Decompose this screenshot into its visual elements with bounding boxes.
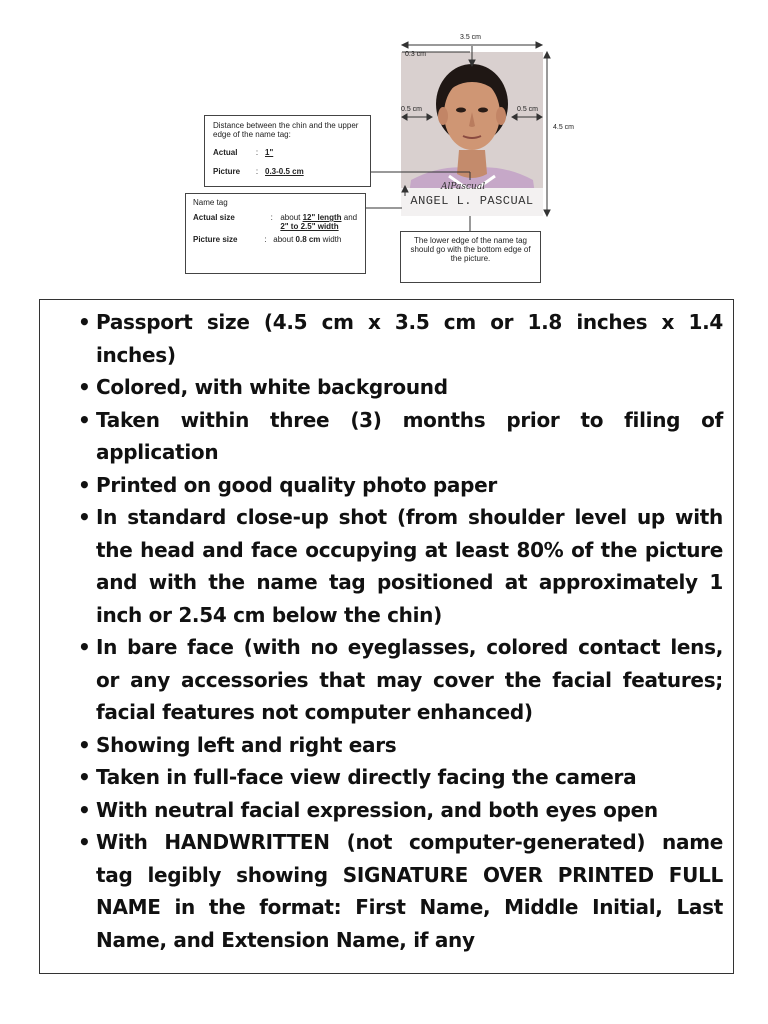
- name-tag-header: Name tag: [193, 198, 228, 207]
- dimension-width-label: 3.5 cm: [460, 34, 482, 41]
- requirement-item: • With HANDWRITTEN (not computer-generated) name tag legibly showing SIGNATURE OVER PRINTED FULL NAME in the format: First Name, Middle Initial, Last Name, and Extension Name, if any: [78, 826, 723, 956]
- lower-edge-note-box: [400, 231, 541, 283]
- printed-name: ANGEL L. PASCUAL: [410, 194, 534, 208]
- chin-actual-value: 1": [265, 148, 274, 157]
- lower-edge-note-text: The lower edge of the name tag should go with the bottom edge of the picture.: [410, 236, 531, 263]
- handwritten-signature: AlPascual: [441, 182, 486, 192]
- requirement-item: • Taken within three (3) months prior to filing of application: [78, 404, 723, 469]
- requirements-list: [78, 306, 723, 956]
- requirement-item: • Colored, with white background: [78, 371, 723, 404]
- dimension-top-margin-label: 0.3 cm: [405, 51, 427, 58]
- name-tag-box: Name tag Actual size : about 12" length and 2" to 2.5" width Picture size : about 0.8 cm width: [185, 193, 366, 274]
- dimension-left-margin-label: 0.5 cm: [401, 106, 423, 113]
- chin-distance-description: Distance between the chin and the upper edge of the name tag:: [213, 121, 359, 139]
- requirement-item: • Passport size (4.5 cm x 3.5 cm or 1.8 inches x 1.4 inches): [78, 306, 723, 371]
- requirement-item: • In standard close-up shot (from shoulder level up with the head and face occupying at least 80% of the picture and with the name tag positioned at approximately 1 inch or 2.54 cm below the chin): [78, 501, 723, 631]
- requirements-box: [39, 299, 734, 974]
- requirement-item: • Taken in full-face view directly facing the camera: [78, 761, 723, 794]
- requirement-item: • With neutral facial expression, and both eyes open: [78, 794, 723, 827]
- requirement-item: • Printed on good quality photo paper: [78, 469, 723, 502]
- dimension-height-label: 4.5 cm: [553, 124, 575, 131]
- name-tag-picture-size-value: about 0.8 cm width: [273, 235, 342, 244]
- chin-actual-label: Actual: [213, 148, 238, 157]
- requirement-item: • In bare face (with no eyeglasses, colored contact lens, or any accessories that may cover the facial features; facial features not computer enhanced): [78, 631, 723, 729]
- chin-distance-box: Distance between the chin and the upper edge of the name tag: Actual : 1" Picture : 0.3-0.5 cm: [204, 115, 371, 187]
- chin-picture-value: 0.3-0.5 cm: [265, 167, 304, 176]
- requirement-item: • Showing left and right ears: [78, 729, 723, 762]
- name-tag-actual-size-value: about 12" length and 2" to 2.5" width: [280, 213, 358, 231]
- name-tag-actual-size-label: Actual size: [193, 213, 235, 222]
- chin-picture-label: Picture: [213, 167, 241, 176]
- dimension-lines: [0, 0, 768, 295]
- name-tag-picture-size-label: Picture size: [193, 235, 238, 244]
- photo-requirements-diagram: [0, 0, 768, 295]
- dimension-right-margin-label: 0.5 cm: [517, 106, 539, 113]
